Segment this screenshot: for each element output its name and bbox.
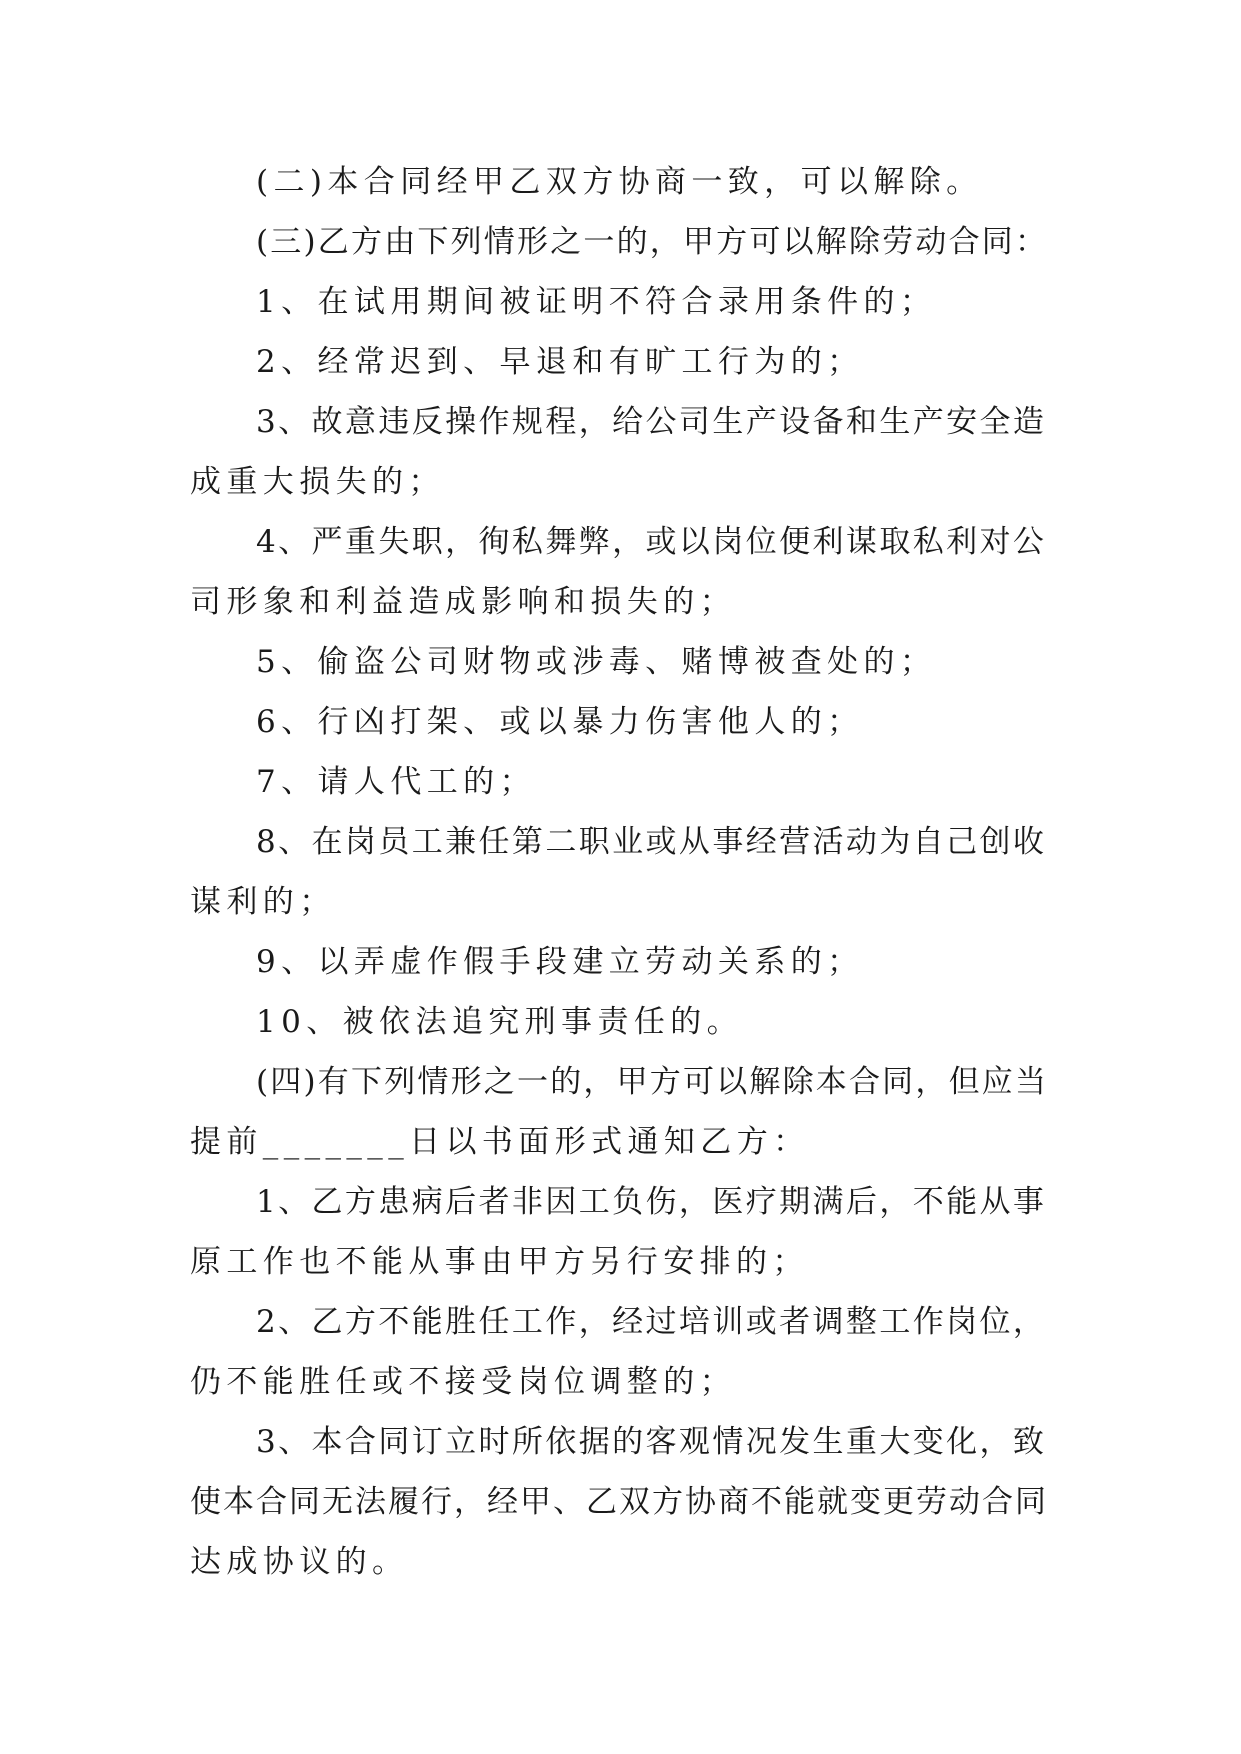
- clause-3-item-6: 6、行凶打架、或以暴力伤害他人的；: [256, 704, 864, 740]
- clause-3-item-10: 10、被依法追究刑事责任的。: [256, 1004, 744, 1040]
- clause-2-line: (二)本合同经甲乙双方协商一致，可以解除。: [256, 164, 983, 200]
- clause-4-item-2-cont: 仍不能胜任或不接受岗位调整的；: [190, 1364, 736, 1400]
- document-body: [190, 152, 1050, 1592]
- clause-3-item-9: 9、以弄虚作假手段建立劳动关系的；: [256, 944, 864, 980]
- clause-3-item-8: 8、在岗员工兼任第二职业或从事经营活动为自己创收: [256, 824, 1047, 860]
- clause-3-heading: (三)乙方由下列情形之一的，甲方可以解除劳动合同：: [256, 224, 1049, 260]
- clause-3-item-2: 2、经常迟到、早退和有旷工行为的；: [256, 344, 864, 380]
- clause-3-item-1: 1、在试用期间被证明不符合录用条件的；: [256, 284, 937, 320]
- clause-4-item-3: 3、本合同订立时所依据的客观情况发生重大变化，致: [256, 1424, 1047, 1460]
- clause-4-heading-cont: 提前_______日以书面形式通知乙方：: [190, 1124, 810, 1160]
- clause-4-item-3-cont-2: 达成协议的。: [190, 1544, 409, 1580]
- clause-3-item-7: 7、请人代工的；: [256, 764, 536, 800]
- clause-4-item-1-cont: 原工作也不能从事由甲方另行安排的；: [190, 1244, 809, 1280]
- clause-4-heading: (四)有下列情形之一的，甲方可以解除本合同，但应当: [256, 1064, 1049, 1100]
- clause-3-item-3: 3、故意违反操作规程，给公司生产设备和生产安全造: [256, 404, 1047, 440]
- clause-3-item-4: 4、严重失职，徇私舞弊，或以岗位便利谋取私利对公: [256, 524, 1047, 560]
- clause-4-item-1: 1、乙方患病后者非因工负伤，医疗期满后，不能从事: [256, 1184, 1047, 1220]
- clause-3-item-3-cont: 成重大损失的；: [190, 464, 445, 500]
- clause-4-item-2: 2、乙方不能胜任工作，经过培训或者调整工作岗位，: [256, 1304, 1047, 1340]
- clause-3-item-5: 5、偷盗公司财物或涉毒、赌博被查处的；: [256, 644, 937, 680]
- clause-3-item-4-cont: 司形象和利益造成影响和损失的；: [190, 584, 736, 620]
- clause-4-item-3-cont-1: 使本合同无法履行，经甲、乙双方协商不能就变更劳动合同: [190, 1484, 1048, 1520]
- clause-3-item-8-cont: 谋利的；: [190, 884, 336, 920]
